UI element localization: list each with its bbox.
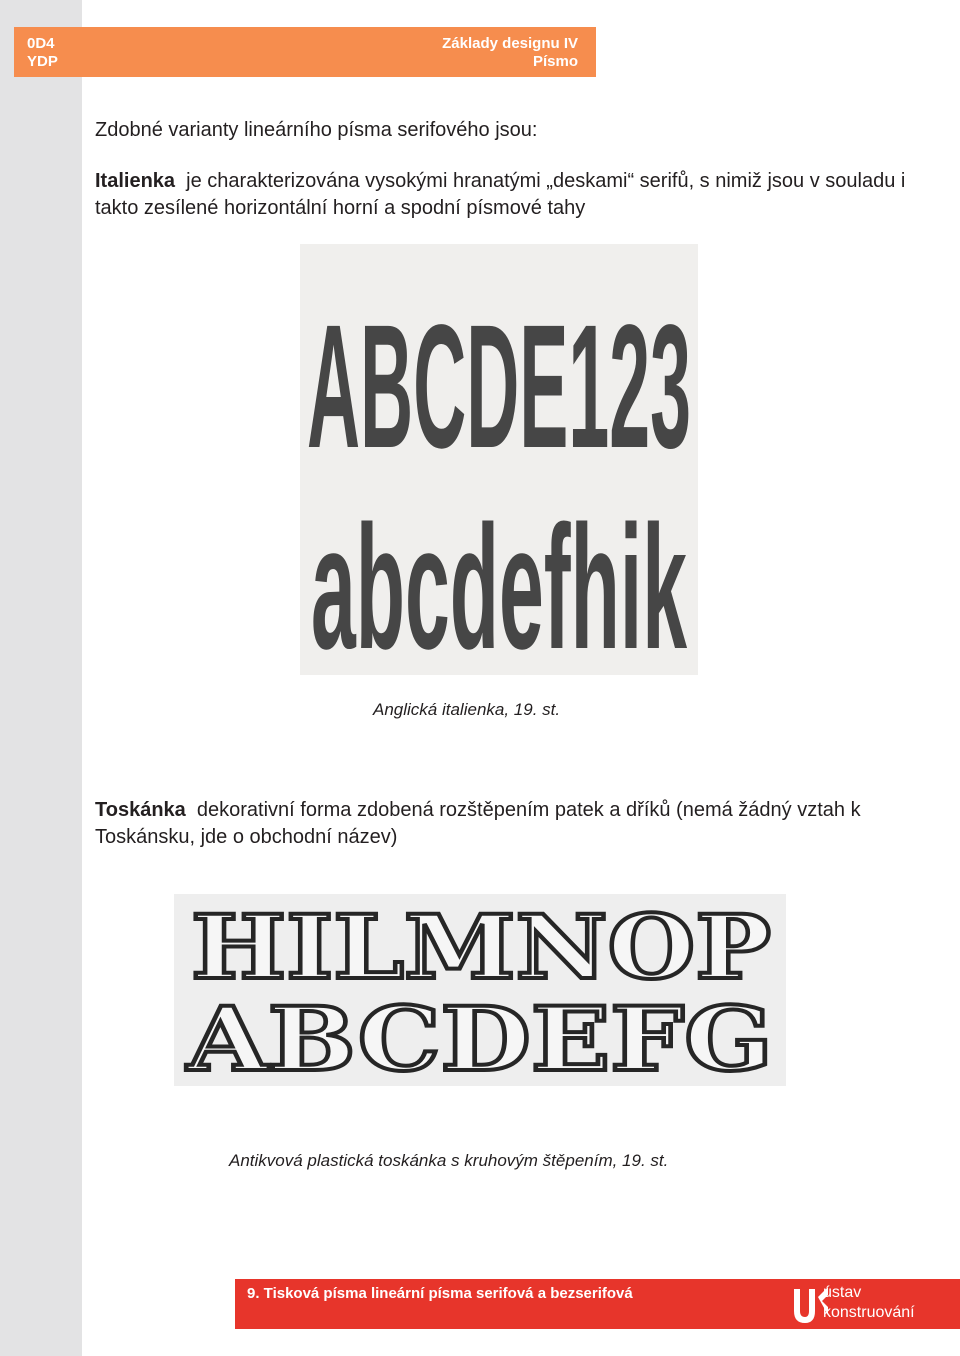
course-title [442,35,578,71]
italienka-description: je charakterizována vysokými hranatými „deskami“ serifů, s nimiž jsou v souladu i takto zesílené horizontální horní a spodní písmové tahy [95,170,906,219]
italienka-lowercase-line: abcdefhik [311,490,688,675]
italienka-paragraph [95,168,915,222]
header-bar [14,27,596,77]
italienka-term: Italienka [95,170,176,192]
course-code-line2: YDP [27,53,58,70]
toskanka-upper-line: HILMNOP [191,895,771,999]
footer-org-name [823,1283,915,1323]
footer-title: 9. Tisková písma lineární písma serifová a bezserifová [247,1285,633,1302]
footer-org-line2: konstruování [823,1304,915,1321]
italienka-uppercase-line: ABCDE123 [307,289,691,485]
toskanka-term: Toskánka [95,799,186,821]
course-name: Základy designu IV [442,35,578,52]
course-topic: Písmo [532,53,578,70]
course-code-line1: 0D4 [27,35,55,52]
toskanka-specimen-image [174,894,786,1086]
italienka-caption: Anglická italienka, 19. st. [373,700,561,719]
course-code [27,35,58,71]
toskanka-paragraph [95,797,915,851]
toskanka-lower-line: ABCDEFG [185,987,773,1086]
footer-bar [235,1279,960,1329]
italienka-specimen-svg [300,244,698,675]
side-strip [0,0,82,1356]
italienka-specimen-image [300,244,698,675]
toskanka-caption: Antikvová plastická toskánka s kruhovým štěpením, 19. st. [229,1151,669,1170]
footer-org-line1: ústav [823,1284,862,1301]
toskanka-description: dekorativní forma zdobená rozštěpením patek a dříků (nemá žádný vztah k Toskánsku, jde o obchodní název) [95,799,861,848]
intro-text: Zdobné varianty lineárního písma serifového jsou: [95,119,538,141]
toskanka-specimen-svg [174,894,786,1086]
